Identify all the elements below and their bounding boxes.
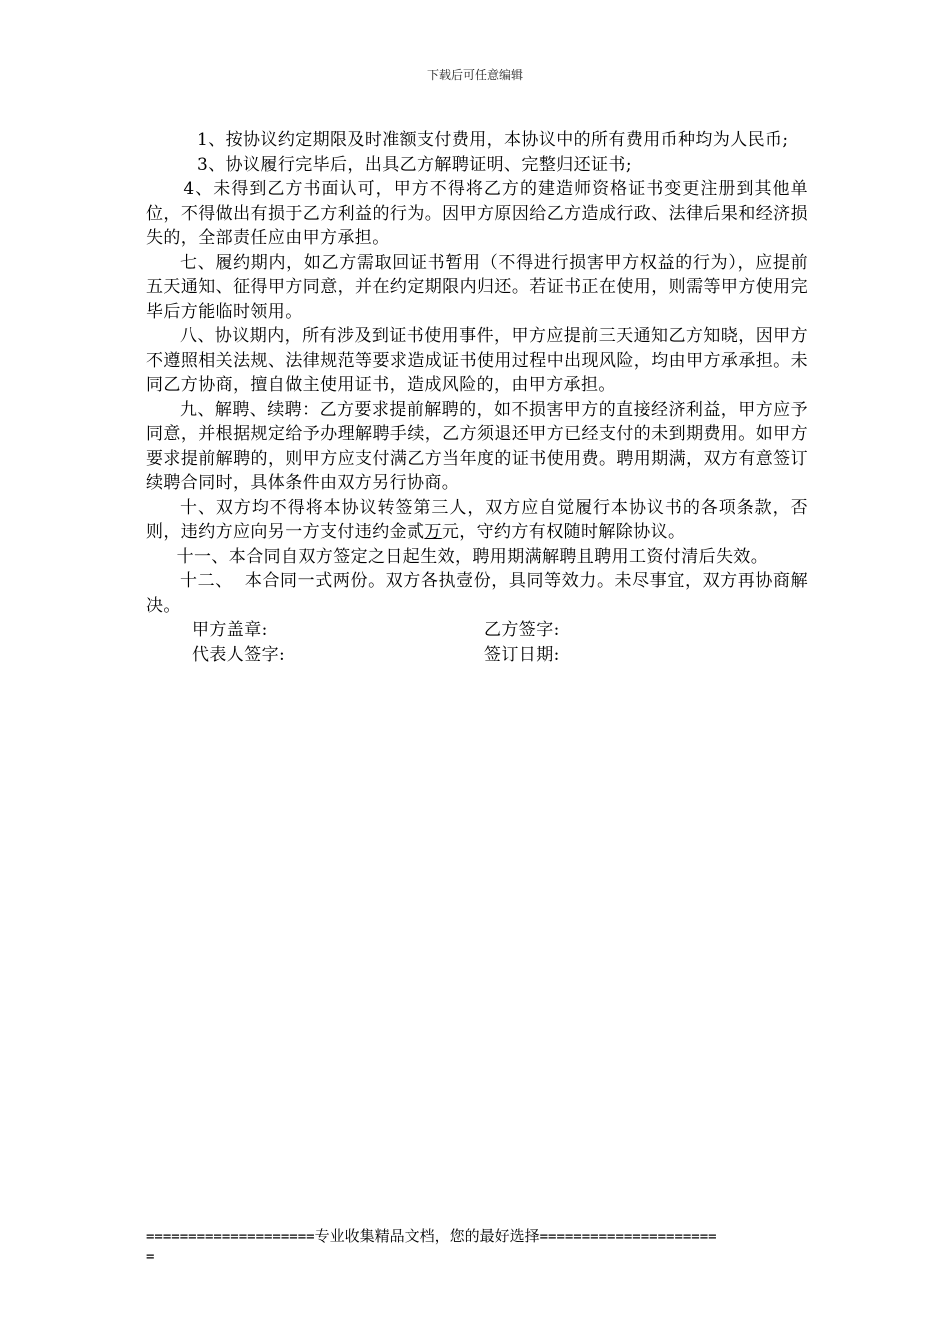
clause-nine-dismissal: 九、解聘、续聘：乙方要求提前解聘的，如不损害甲方的直接经济利益，甲方应予同意，并根据规定给予办理解聘手续，乙方须退还甲方已经支付的未到期费用。如甲方要求提前解聘的，则甲方应支付满乙方当年度的证书使用费。聘用期满，双方有意签订续聘合同时，具体条件由双方另行协商。: [146, 399, 808, 493]
footer-tail: =: [146, 1249, 155, 1265]
clause-eleven-effective: 十一、本合同自双方签定之日起生效，聘用期满解聘且聘用工资付清后失效。: [176, 546, 769, 567]
clause-ten-text-after: 元，守约方有权随时解除协议。: [441, 522, 686, 542]
clause-registration: 4、未得到乙方书面认可，甲方不得将乙方的建造师资格证书变更注册到其他单位，不得做出有损于乙方利益的行为。因甲方原因给乙方造成行政、法律后果和经济损失的，全部责任应由甲方承担。: [146, 179, 808, 248]
footer-line: [146, 1226, 816, 1247]
clause-ten-underlined-amount: 万: [424, 522, 442, 542]
clause-ten-transfer: [146, 496, 808, 545]
sign-date-label: 签订日期:: [484, 644, 560, 665]
clause-completion: 3、协议履行完毕后，出具乙方解聘证明、完整归还证书;: [197, 154, 632, 175]
footer-text: 专业收集精品文档，您的最好选择: [314, 1227, 540, 1245]
footer-right-rule: =====================: [539, 1229, 717, 1245]
signature-row-2: [146, 643, 808, 668]
clause-ten-text-before: 十、双方均不得将本协议转签第三人，双方应自觉履行本协议书的各项条款，否则，违约方应向另一方支付违约金贰: [146, 497, 808, 542]
page-header: 下载后可任意编辑: [426, 68, 523, 82]
signature-row-1: [146, 618, 808, 643]
clause-payment: 1、按协议约定期限及时准额支付费用，本协议中的所有费用币种均为人民币;: [197, 130, 789, 150]
representative-sign-label: 代表人签字:: [192, 644, 286, 665]
clause-seven-retrieval: 七、履约期内，如乙方需取回证书暂用（不得进行损害甲方权益的行为），应提前五天通知、征得甲方同意，并在约定期限内归还。若证书正在使用，则需等甲方使用完毕后方能临时领用。: [146, 252, 808, 322]
footer-left-rule: ====================: [146, 1229, 315, 1245]
page-footer: [146, 1226, 816, 1267]
party-b-sign-label: 乙方签字:: [484, 620, 560, 640]
clause-eight-usage: 八、协议期内，所有涉及到证书使用事件，甲方应提前三天通知乙方知晓，因甲方不遵照相关法规、法律规范等要求造成证书使用过程中出现风险，均由甲方承承担。未同乙方协商，擅自做主使用证书，造成风险的，由甲方承担。: [146, 326, 808, 395]
contract-body: [146, 128, 808, 667]
clause-twelve-copies: 十二、 本合同一式两份。双方各执壹份，具同等效力。未尽事宜，双方再协商解决。: [146, 571, 808, 616]
party-a-seal-label: 甲方盖章:: [192, 620, 268, 640]
